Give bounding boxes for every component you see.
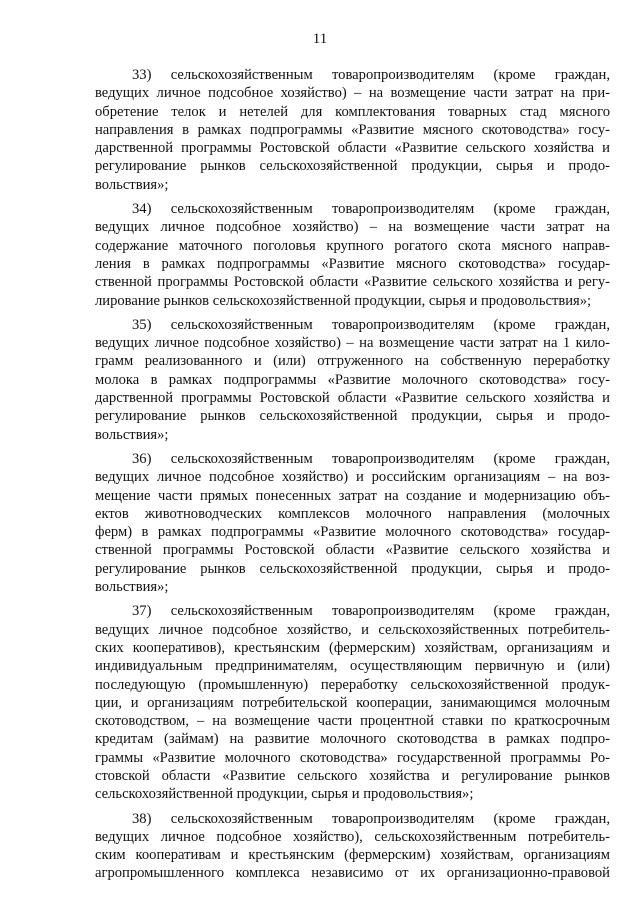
text-line: последующую (промышленную) переработку сельскохозяйственной продук- [95, 676, 610, 693]
text-line: регулирование рынков сельскохозяйственной продукции, сырья и продо- [95, 408, 610, 425]
paragraph-item [95, 810, 610, 883]
text-line: ведущих личное подсобное хозяйство) и российским организациям – на воз- [95, 469, 610, 486]
text-line: молока в рамках подпрограммы «Развитие молочного скотоводства» госу- [95, 371, 610, 388]
paragraph-item [95, 200, 610, 310]
text-line: ферм) в рамках подпрограммы «Развитие молочного скотоводства» государ- [95, 524, 610, 541]
text-line: 36) сельскохозяйственным товаропроизводителям (кроме граждан, [132, 450, 610, 467]
text-line: ских кооперативов), крестьянским (фермерским) хозяйствам, организациям и [95, 639, 610, 656]
text-line: лирование рынков сельскохозяйственной продукции, сырья и продовольствия»; [95, 292, 592, 309]
text-line: вольствия»; [95, 579, 169, 596]
text-line: мещение части прямых понесенных затрат на создание и модернизацию объ- [95, 487, 610, 504]
text-line: ведущих личное подсобное хозяйство) – на возмещение части затрат на 1 кило- [95, 335, 610, 352]
paragraph-item [95, 316, 610, 444]
text-line: 34) сельскохозяйственным товаропроизводителям (кроме граждан, [132, 201, 610, 218]
text-line: вольствия»; [95, 426, 169, 443]
text-line: ведущих личное подсобное хозяйство, и сельскохозяйственных потребитель- [95, 621, 610, 638]
text-line: скотоводством, – на возмещение части процентной ставки по краткосрочным [95, 713, 610, 730]
paragraph-item [95, 450, 610, 596]
text-line: ции, и организациям потребительской кооперации, занимающимся молочным [95, 694, 610, 711]
text-line: дарственной программы Ростовской области «Развитие сельского хозяйства и [95, 140, 610, 157]
text-line: ским кооперативам и крестьянским (фермерским) хозяйствам, организациям [95, 847, 610, 864]
text-line: дарственной программы Ростовской области «Развитие сельского хозяйства и [95, 390, 610, 407]
text-line: стовской области «Развитие сельского хозяйства и регулирование рынков [95, 767, 610, 784]
text-line: граммы «Развитие молочного скотоводства» государственной программы Ро- [95, 749, 610, 766]
text-line: ведущих личное подсобное хозяйство), сельскохозяйственным потребитель- [95, 828, 610, 845]
page-number: 11 [312, 31, 328, 47]
text-line: обретение телок и нетелей для комплектования товарных стад мясного [95, 103, 610, 120]
text-line: ственной программы Ростовской области «Развитие сельского хозяйства и [95, 542, 610, 559]
text-line: ведущих личное подсобное хозяйство) – на возмещение части затрат на при- [95, 85, 610, 102]
paragraph-item [95, 66, 610, 194]
text-line: ектов животноводческих комплексов молочного направления (молочных [95, 505, 610, 522]
text-line: грамм реализованного и (или) отгруженного на собственную переработку [95, 353, 610, 370]
text-line: ведущих личное подсобное хозяйство) – на возмещение части затрат на [95, 219, 610, 236]
text-line: 38) сельскохозяйственным товаропроизводителям (кроме граждан, [132, 810, 610, 827]
text-line: ления в рамках подпрограммы «Развитие мясного скотоводства» государ- [95, 255, 610, 272]
text-line: индивидуальным предпринимателям, осуществляющим первичную и (или) [95, 658, 610, 675]
text-line: сельскохозяйственной продукции, сырья и продовольствия»; [95, 786, 474, 803]
document-body [95, 66, 610, 883]
text-line: содержание маточного поголовья крупного рогатого скота мясного направ- [95, 237, 610, 254]
text-line: ственной программы Ростовской области «Развитие сельского хозяйства и регу- [95, 274, 610, 291]
text-line: регулирование рынков сельскохозяйственной продукции, сырья и продо- [95, 158, 610, 175]
text-line: кредитам (займам) на развитие молочного скотоводства в рамках подпро- [95, 731, 610, 748]
paragraph-item [95, 602, 610, 803]
text-line: направления в рамках подпрограммы «Развитие мясного скотоводства» госу- [95, 121, 610, 138]
text-line: 37) сельскохозяйственным товаропроизводителям (кроме граждан, [132, 603, 610, 620]
text-line: регулирование рынков сельскохозяйственной продукции, сырья и продо- [95, 560, 610, 577]
text-line: 33) сельскохозяйственным товаропроизводителям (кроме граждан, [132, 67, 610, 83]
text-line: агропромышленного комплекса независимо от их организационно-правовой [95, 865, 610, 882]
text-line: вольствия»; [95, 176, 169, 193]
text-line: 35) сельскохозяйственным товаропроизводителям (кроме граждан, [132, 316, 610, 333]
